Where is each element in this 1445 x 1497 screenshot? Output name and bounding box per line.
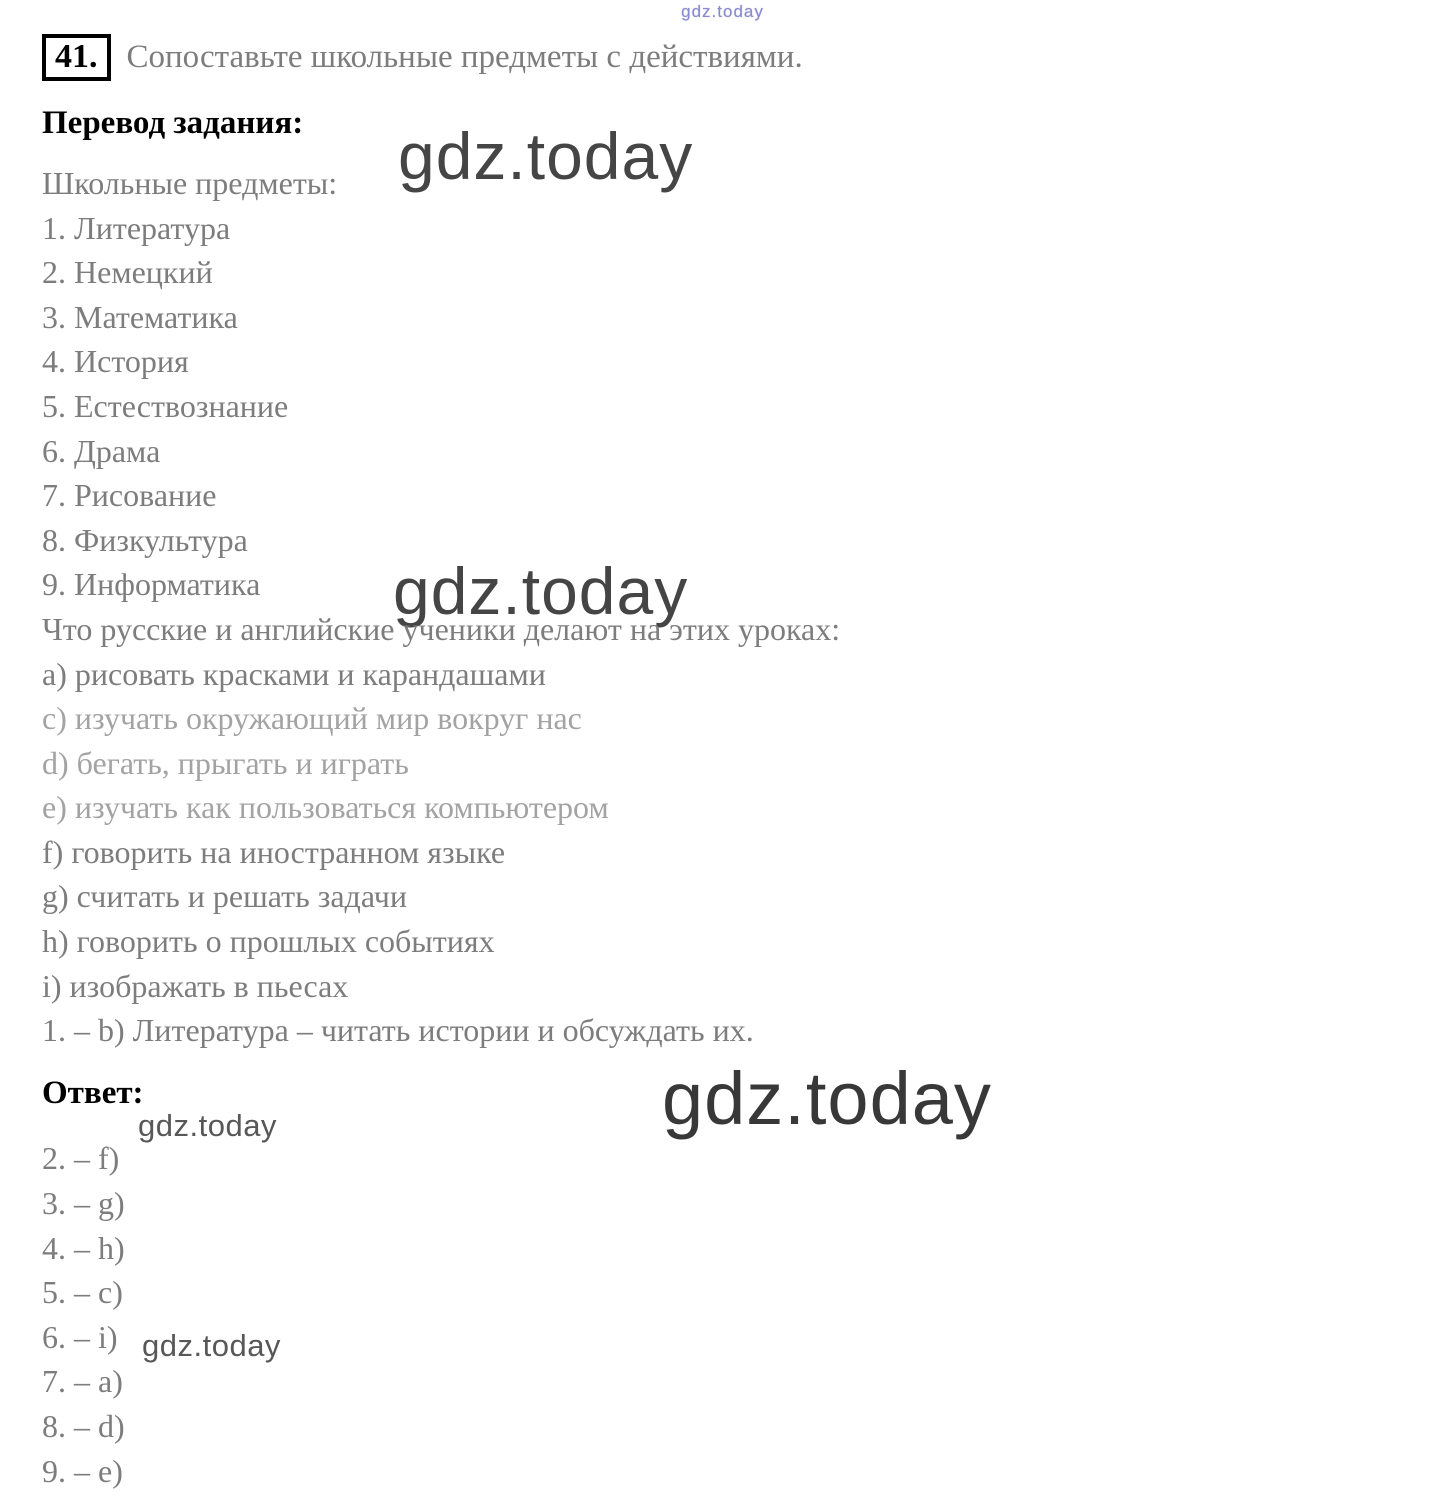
task-header [42, 34, 1415, 81]
subject-item: 3. Математика [42, 298, 238, 335]
answer-item: 5. – c) [42, 1274, 123, 1311]
answer-item: 9. – e) [42, 1452, 123, 1489]
activity-item: e) изучать как пользоваться компьютером [42, 789, 609, 826]
activity-item: h) говорить о прошлых событиях [42, 923, 495, 960]
activity-item: a) рисовать красками и карандашами [42, 655, 546, 692]
subject-item: 9. Информатика [42, 566, 261, 603]
watermark-large-upper: gdz.today [398, 119, 694, 193]
activity-item: c) изучать окружающий мир вокруг нас [42, 700, 582, 737]
subject-item: 2. Немецкий [42, 254, 213, 291]
answer-heading: Ответ: [42, 1074, 144, 1111]
answer-item: 7. – a) [42, 1363, 123, 1400]
subject-item: 6. Драма [42, 432, 161, 469]
watermark-small-lower: gdz.today [142, 1328, 281, 1363]
activity-item: d) бегать, прыгать и играть [42, 744, 409, 781]
watermark-large-middle: gdz.today [393, 554, 689, 628]
activity-item: g) считать и решать задачи [42, 878, 407, 915]
subjects-heading: Школьные предметы: [42, 164, 338, 201]
watermark-small-upper: gdz.today [138, 1108, 277, 1143]
example-match: 1. – b) Литература – читать истории и обсуждать их. [42, 1012, 754, 1049]
subject-item: 1. Литература [42, 209, 231, 246]
watermark-large-lower: gdz.today [662, 1057, 992, 1140]
task-text: Сопоставьте школьные предметы с действиями. [126, 39, 803, 76]
answer-item: 6. – i) [42, 1318, 118, 1355]
subject-item: 8. Физкультура [42, 521, 248, 558]
watermark-top: gdz.today [681, 2, 764, 21]
task-number-box: 41. [42, 34, 111, 81]
exercise-document [42, 34, 1415, 1493]
answer-item: 2. – f) [42, 1140, 120, 1177]
answer-item: 4. – h) [42, 1229, 125, 1266]
answer-item: 8. – d) [42, 1408, 125, 1445]
subject-item: 7. Рисование [42, 477, 217, 514]
answer-item: 3. – g) [42, 1185, 125, 1222]
subject-item: 5. Естествознание [42, 387, 289, 424]
subject-item: 4. История [42, 343, 189, 380]
activity-item: i) изображать в пьесах [42, 967, 349, 1004]
activities-heading: Что русские и английские ученики делают на этих уроках: [42, 610, 841, 647]
activity-item: f) говорить на иностранном языке [42, 833, 506, 870]
translation-heading: Перевод задания: [42, 105, 304, 142]
